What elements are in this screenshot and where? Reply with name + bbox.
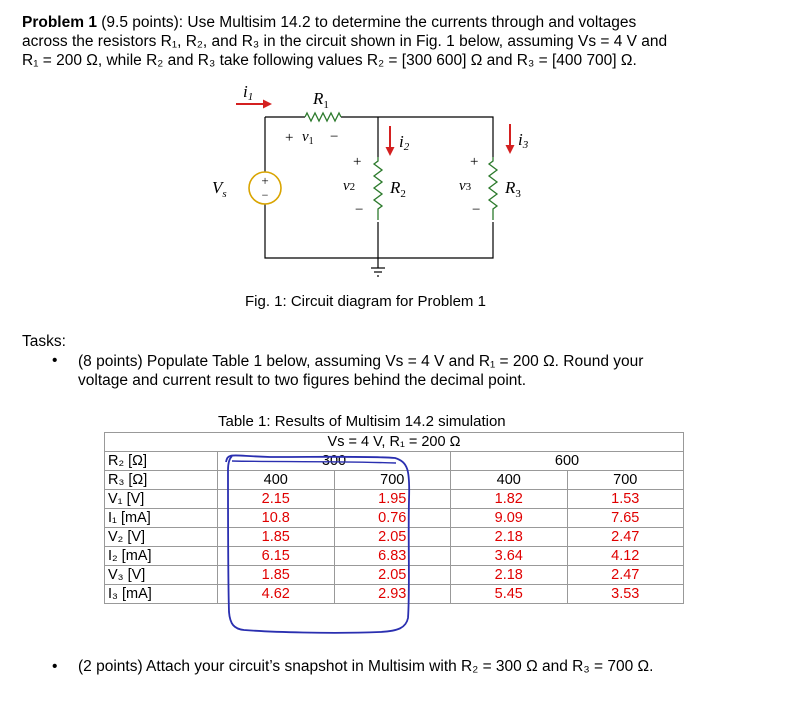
r3-header: R₃ [Ω]: [105, 471, 218, 490]
table-row-r3: [105, 471, 684, 490]
table-cell: 2.93: [334, 585, 451, 604]
table-cell: 2.18: [451, 566, 568, 585]
problem-line-1-text: (9.5 points): Use Multisim 14.2 to determine the currents through and voltages: [96, 14, 637, 31]
v3-label: v3: [459, 178, 472, 194]
table-row: [105, 509, 684, 528]
i3-label: i3: [518, 130, 529, 151]
v1-minus: −: [330, 129, 339, 145]
table-cell: 700: [334, 471, 451, 490]
table-cell: 6.83: [334, 547, 451, 566]
row-label: V₁ [V]: [105, 490, 218, 509]
v1-plus: +: [285, 130, 294, 146]
task1-line1: (8 points) Populate Table 1 below, assuming Vs = 4 V and R₁ = 200 Ω. Round your: [78, 353, 644, 370]
source-minus: −: [261, 188, 269, 202]
table-cell: 400: [451, 471, 568, 490]
table-cell: 2.18: [451, 528, 568, 547]
table-cell: 2.47: [567, 566, 684, 585]
r2-resistor: [374, 157, 382, 220]
r2-value-600: 600: [451, 452, 684, 471]
table-cell: 1.53: [567, 490, 684, 509]
v2-plus: +: [353, 154, 362, 170]
r1-resistor: [305, 113, 341, 121]
table-cell: 5.45: [451, 585, 568, 604]
table-caption: Table 1: Results of Multisim 14.2 simulation: [218, 413, 506, 430]
circuit-diagram: [0, 0, 786, 320]
table-cell: 6.15: [218, 547, 335, 566]
table-cell: 2.15: [218, 490, 335, 509]
table-row: [105, 566, 684, 585]
task1-line2: voltage and current result to two figures behind the decimal point.: [78, 372, 527, 389]
table-row: [105, 528, 684, 547]
v2-minus: −: [355, 202, 364, 218]
table-cell: 700: [567, 471, 684, 490]
v3-plus: +: [470, 154, 479, 170]
figure-caption: Fig. 1: Circuit diagram for Problem 1: [245, 293, 486, 310]
table-subtitle: Vs = 4 V, R₁ = 200 Ω: [105, 433, 684, 452]
table-cell: 9.09: [451, 509, 568, 528]
bullet-1: •: [52, 352, 58, 369]
row-label: I₂ [mA]: [105, 547, 218, 566]
vs-label: $V_s$: [212, 178, 227, 200]
table-cell: 1.82: [451, 490, 568, 509]
r2-header: R₂ [Ω]: [105, 452, 218, 471]
table-cell: 2.47: [567, 528, 684, 547]
table-cell: 10.8: [218, 509, 335, 528]
table-cell: 1.95: [334, 490, 451, 509]
bullet-2: •: [52, 658, 58, 675]
task2-line: (2 points) Attach your circuit’s snapshot in Multisim with R₂ = 300 Ω and R₃ = 700 Ω.: [78, 658, 654, 675]
problem-title: Problem 1: [22, 14, 97, 31]
table-cell: 400: [218, 471, 335, 490]
row-label: V₂ [V]: [105, 528, 218, 547]
ground-symbol: [371, 268, 385, 276]
table-row: [105, 490, 684, 509]
row-label: V₃ [V]: [105, 566, 218, 585]
r2-label: $R_2$: [390, 178, 406, 200]
problem-line-3: R₁ = 200 Ω, while R₂ and R₃ take following values R₂ = [300 600] Ω and R₃ = [400 700] Ω.: [22, 52, 637, 69]
table-cell: 3.64: [451, 547, 568, 566]
i2-arrow: [386, 126, 395, 156]
table-cell: 1.85: [218, 528, 335, 547]
table-cell: 0.76: [334, 509, 451, 528]
i2-label: i2: [399, 132, 410, 153]
r2-value-300: 300: [218, 452, 451, 471]
results-table: [104, 432, 684, 604]
table-subtitle-row: [105, 433, 684, 452]
table-cell: 2.05: [334, 566, 451, 585]
table-cell: 4.62: [218, 585, 335, 604]
table-row-r2: [105, 452, 684, 471]
v2-label: v2: [343, 178, 356, 194]
table-cell: 3.53: [567, 585, 684, 604]
source-plus: +: [261, 173, 269, 188]
table-cell: 4.12: [567, 547, 684, 566]
r3-resistor: [489, 157, 497, 220]
i1-arrow: [236, 100, 272, 109]
v3-minus: −: [472, 202, 481, 218]
table-cell: 2.05: [334, 528, 451, 547]
table-row: [105, 547, 684, 566]
r1-label: $R_1$: [313, 89, 329, 111]
tasks-heading: Tasks:: [22, 333, 66, 350]
problem-line-2: across the resistors R₁, R₂, and R₃ in the circuit shown in Fig. 1 below, assuming Vs = 4 V and: [22, 33, 668, 50]
v1-label: $v_1$: [302, 129, 314, 147]
table-cell: 7.65: [567, 509, 684, 528]
i1-label: i1: [243, 82, 254, 103]
r3-label: $R_3$: [505, 178, 521, 200]
i3-arrow: [506, 124, 515, 154]
row-label: I₃ [mA]: [105, 585, 218, 604]
table-cell: 1.85: [218, 566, 335, 585]
row-label: I₁ [mA]: [105, 509, 218, 528]
table-row: [105, 585, 684, 604]
